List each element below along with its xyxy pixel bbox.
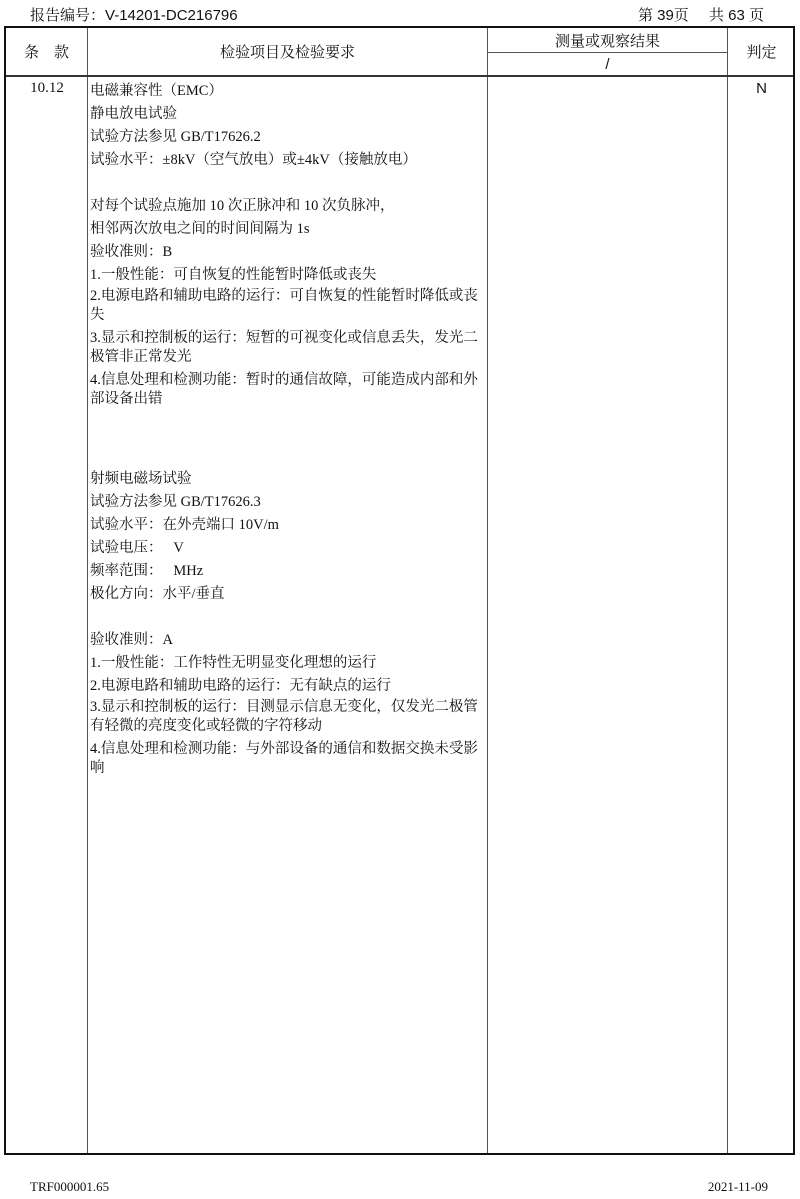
column-divider (727, 28, 728, 1153)
emc-title: 电磁兼容性（EMC） (90, 83, 223, 99)
inspection-table (4, 26, 795, 1155)
header-divider (6, 75, 793, 77)
esd-criteria-2: 2.电源电路和辅助电路的运行：可自恢复的性能暂时降低或丧失 (90, 288, 478, 323)
page-total: 共 63 页 (708, 7, 764, 24)
header-clause: 条 款 (23, 44, 69, 61)
esd-criteria-1: 1.一般性能：可自恢复的性能暂时降低或丧失 (90, 267, 377, 283)
header-item: 检验项目及检验要求 (219, 44, 355, 61)
rf-criteria-1: 1.一般性能：工作特性无明显变化理想的运行 (90, 655, 377, 671)
report-number-label: 报告编号： (30, 7, 106, 24)
rf-test-method: 试验方法参见 GB/T17626.3 (90, 494, 261, 510)
esd-criteria: 验收准则：B (90, 244, 173, 260)
rf-frequency-range: 频率范围： MHz (90, 563, 204, 579)
esd-pulse-desc: 对每个试验点施加 10 次正脉冲和 10 次负脉冲， (90, 198, 395, 214)
rf-test-level: 试验水平：在外壳端口 10V/m (90, 517, 279, 533)
esd-test-level: 试验水平：±8kV（空气放电）或±4kV（接触放电） (90, 152, 417, 168)
esd-test-method: 试验方法参见 GB/T17626.2 (90, 129, 261, 145)
rf-test-voltage: 试验电压： V (90, 540, 184, 556)
rf-criteria-2: 2.电源电路和辅助电路的运行：无有缺点的运行 (90, 678, 391, 694)
esd-criteria-3: 3.显示和控制板的运行：短暂的可视变化或信息丢失，发光二极管非正常发光 (90, 330, 478, 365)
rf-polarization: 极化方向：水平/垂直 (90, 586, 225, 602)
header-verdict: 判定 (746, 44, 777, 61)
header-result-sub: / (605, 55, 610, 73)
footer-date: 2021-11-09 (707, 1179, 768, 1194)
rf-test-title: 射频电磁场试验 (90, 471, 192, 487)
rf-criteria: 验收准则：A (90, 632, 173, 648)
verdict-value: N (756, 80, 767, 97)
form-code: TRF000001.65 (30, 1179, 110, 1194)
esd-interval-desc: 相邻两次放电之间的时间间隔为 1s (90, 221, 310, 237)
esd-criteria-4: 4.信息处理和检测功能：暂时的通信故障，可能造成内部和外部设备出错 (90, 372, 478, 407)
report-number-value: V-14201-DC216796 (105, 7, 238, 24)
report-number (30, 4, 238, 25)
page-current: 第 39页 (637, 7, 689, 24)
inspection-requirements (90, 80, 488, 782)
header-result: 测量或观察结果 (554, 32, 660, 50)
page-header (30, 4, 764, 24)
column-divider (87, 28, 88, 1153)
rf-criteria-3: 3.显示和控制板的运行：目测显示信息无变化，仅发光二极管有轻微的亮度变化或轻微的字符移动 (90, 699, 478, 734)
clause-number: 10.12 (30, 80, 64, 96)
rf-criteria-4: 4.信息处理和检测功能：与外部设备的通信和数据交换未受影响 (90, 741, 478, 776)
page-info (622, 4, 764, 25)
esd-test-title: 静电放电试验 (90, 106, 177, 122)
